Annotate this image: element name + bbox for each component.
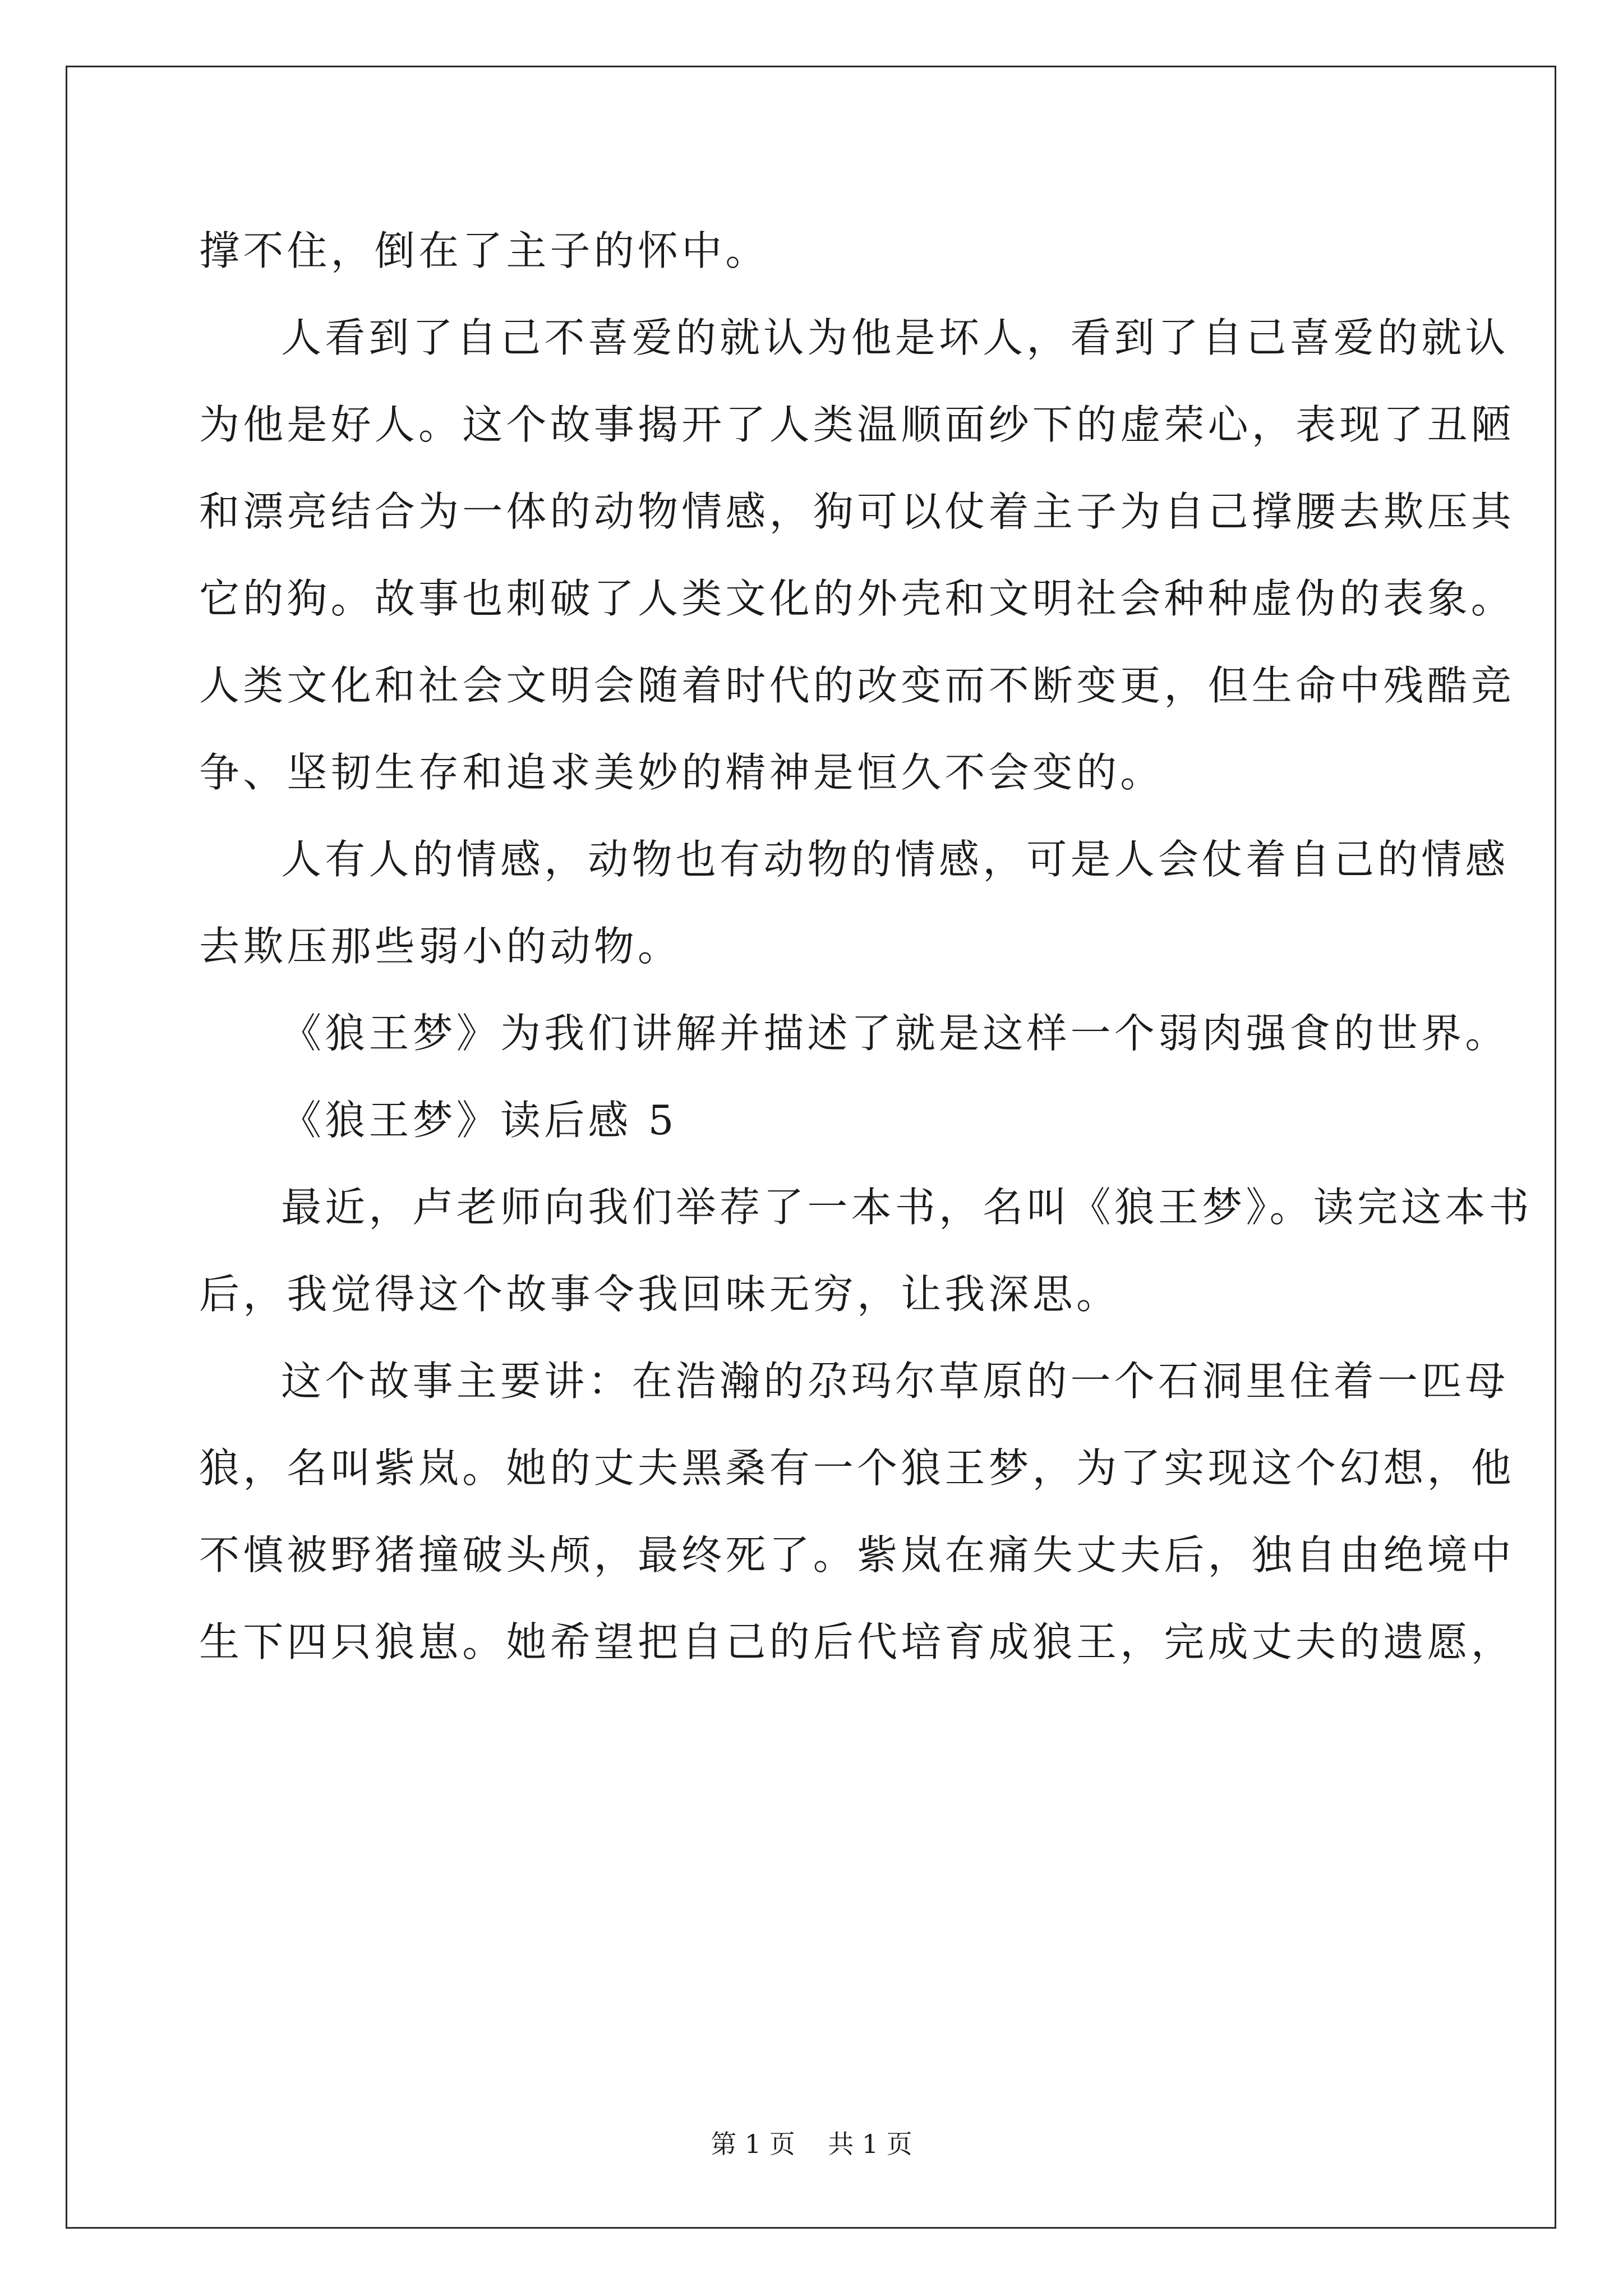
text-line-13: 后，我觉得这个故事令我回味无穷，让我深思。 <box>199 1271 1121 1318</box>
document-body <box>199 208 1533 1686</box>
text-line-10: 《狼王梦》为我们讲解并描述了就是这样一个弱肉强食的世界。 <box>281 1010 1509 1057</box>
text-line-14: 这个故事主要讲：在浩瀚的尕玛尔草原的一个石洞里住着一匹母 <box>281 1358 1509 1405</box>
section-heading: 《狼王梦》读后感 5 <box>281 1097 677 1144</box>
text-line-5: 它的狗。故事也刺破了人类文化的外壳和文明社会种种虚伪的表象。 <box>199 575 1515 622</box>
text-line-2: 人看到了自己不喜爱的就认为他是坏人，看到了自己喜爱的就认 <box>281 314 1509 361</box>
text-line-17: 生下四只狼崽。她希望把自己的后代培育成狼王，完成丈夫的遗愿， <box>199 1618 1515 1665</box>
text-line-4: 和漂亮结合为一体的动物情感，狗可以仗着主子为自己撑腰去欺压其 <box>199 488 1515 535</box>
text-line-9: 去欺压那些弱小的动物。 <box>199 923 682 970</box>
text-line-16: 不慎被野猪撞破头颅，最终死了。紫岚在痛失丈夫后，独自由绝境中 <box>199 1531 1515 1579</box>
page-footer: 第 1 页 共 1 页 <box>711 2129 912 2159</box>
text-line-12: 最近，卢老师向我们举荐了一本书，名叫《狼王梦》。读完这本书 <box>281 1184 1533 1231</box>
text-line-1: 撑不住，倒在了主子的怀中。 <box>199 227 769 274</box>
text-line-7: 争、坚韧生存和追求美妙的精神是恒久不会变的。 <box>199 749 1164 796</box>
text-line-6: 人类文化和社会文明会随着时代的改变而不断变更，但生命中残酷竞 <box>199 662 1515 709</box>
text-line-15: 狼，名叫紫岚。她的丈夫黑桑有一个狼王梦，为了实现这个幻想，他 <box>199 1444 1515 1492</box>
text-line-3: 为他是好人。这个故事揭开了人类温顺面纱下的虚荣心，表现了丑陋 <box>199 401 1515 448</box>
text-line-8: 人有人的情感，动物也有动物的情感，可是人会仗着自己的情感 <box>281 836 1509 883</box>
